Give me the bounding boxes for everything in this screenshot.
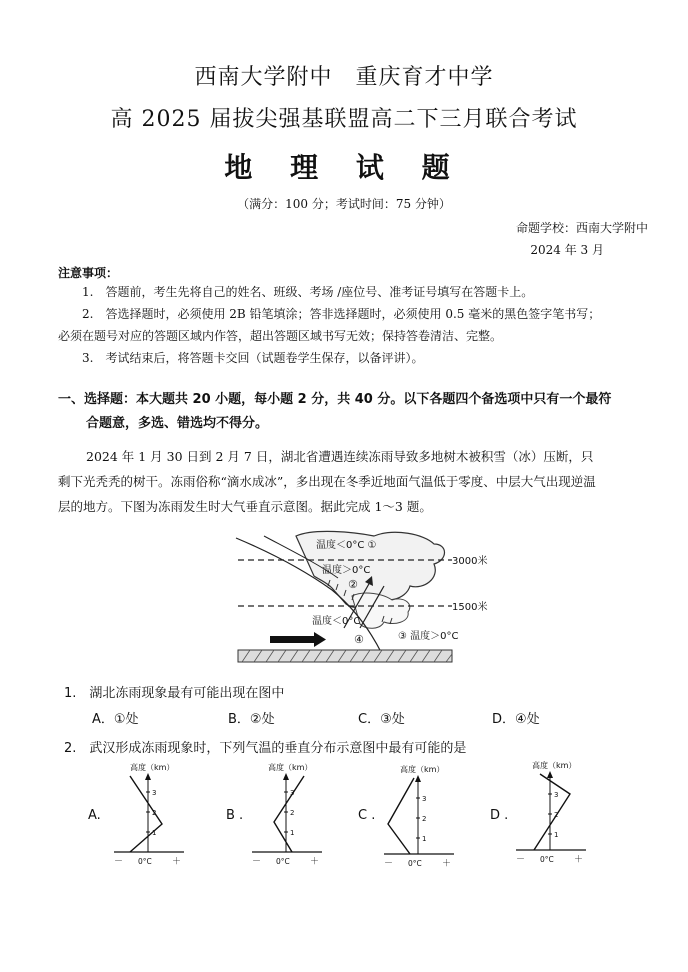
exam-title: 高 2025 届拔尖强基联盟高二下三月联合考试 [110, 107, 578, 132]
y-label: 高度（km） [130, 763, 175, 772]
x-plus: ＋ [172, 857, 182, 867]
tick-3: 3 [152, 789, 157, 797]
subject-title: 地 理 试 题 [224, 151, 464, 184]
tick-2: 2 [290, 809, 295, 817]
q1-option-b[interactable]: B．②处 [228, 712, 275, 727]
freezing-rain-diagram [234, 530, 494, 664]
q2-option-a-letter[interactable]: A. [88, 808, 101, 823]
temp-line [130, 776, 162, 852]
y-axis-arrow [145, 773, 151, 780]
passage-line-2: 剩下光秃秃的树干。冻雨俗称“滴水成冰”，多出现在冬季近地面气温低于零度、中层大气出现逆温 [58, 474, 596, 489]
question-1: 1. 湖北冻雨现象最有可能出现在图中 [64, 686, 285, 701]
notice-item: 2. 答选择题时，必须使用 2B 铅笔填涂；答非选择题时，必须使用 0.5 毫米的黑色签字笔书写； [82, 307, 601, 321]
label-1500: 1500米 [452, 602, 488, 613]
x-plus: ＋ [442, 859, 452, 869]
q1-option-c[interactable]: C．③处 [358, 712, 405, 727]
x-plus: ＋ [574, 855, 584, 865]
x-zero: 0°C [276, 857, 290, 866]
x-minus: － [516, 855, 526, 865]
label-warm: 温度＞0°C [322, 565, 371, 576]
y-label: 高度（km） [532, 761, 577, 770]
passage-line-3: 层的地方。下图为冻雨发生时大气垂直示意图。据此完成 1～3 题。 [58, 499, 432, 514]
cold-air-arrow-body [270, 636, 314, 643]
label-3: ③ 温度＞0°C [398, 631, 459, 642]
y-label: 高度（km） [268, 763, 313, 772]
tick-2: 2 [554, 811, 559, 819]
q2-option-d-letter[interactable]: D . [490, 808, 509, 823]
temp-line [534, 774, 570, 850]
x-minus: － [384, 859, 394, 869]
tick-1: 1 [422, 835, 427, 843]
setter-school: 命题学校：西南大学附中 [515, 221, 648, 235]
q1-option-d[interactable]: D．④处 [492, 712, 540, 727]
score-time-line: （满分：100 分；考试时间：75 分钟） [237, 197, 451, 211]
x-zero: 0°C [540, 855, 554, 864]
tick-1: 1 [152, 829, 157, 837]
label-cold: 温度＜0°C [312, 616, 361, 627]
y-axis-arrow [283, 773, 289, 780]
section-line-2: 合题意，多选、错选均不得分。 [86, 416, 269, 431]
x-zero: 0°C [138, 857, 152, 866]
q2-option-b-letter[interactable]: B . [226, 808, 244, 823]
tick-3: 3 [290, 789, 295, 797]
exam-date: 2024 年 3 月 [530, 243, 604, 257]
x-minus: － [252, 857, 262, 867]
temp-profile-a[interactable] [108, 760, 190, 868]
temp-profile-d[interactable] [510, 758, 592, 866]
tick-1: 1 [554, 831, 559, 839]
section-heading [58, 388, 638, 436]
tick-2: 2 [152, 809, 157, 817]
y-axis-arrow [547, 771, 553, 778]
tick-2: 2 [422, 815, 427, 823]
school-names: 西南大学附中 重庆育才中学 [194, 65, 494, 90]
label-2: ② [348, 578, 358, 591]
x-minus: － [114, 857, 124, 867]
section-line-1: 一、选择题：本大题共 20 小题，每小题 2 分，共 40 分。以下各题四个备选项中只有一个最符 [58, 392, 612, 407]
temp-profile-b[interactable] [246, 760, 328, 868]
tick-1: 1 [290, 829, 295, 837]
notice-item: 3. 考试结束后，将答题卡交回（试题卷学生保存，以备评讲）。 [82, 351, 424, 365]
y-axis-arrow [415, 775, 421, 782]
q2-option-c-letter[interactable]: C . [358, 808, 376, 823]
x-zero: 0°C [408, 859, 422, 868]
question-2: 2. 武汉形成冻雨现象时，下列气温的垂直分布示意图中最有可能的是 [64, 741, 467, 756]
tick-3: 3 [554, 791, 559, 799]
y-label: 高度（km） [400, 765, 445, 774]
tick-3: 3 [422, 795, 427, 803]
q1-option-a[interactable]: A．①处 [92, 712, 139, 727]
notice-heading: 注意事项： [58, 266, 119, 280]
label-4: ④ [354, 633, 364, 646]
label-top: 温度＜0°C ① [316, 540, 377, 551]
x-plus: ＋ [310, 857, 320, 867]
notice-item: 1. 答题前，考生先将自己的姓名、班级、考场 /座位号、准考证号填写在答题卡上。 [82, 285, 534, 299]
temp-line [274, 776, 304, 852]
label-3000: 3000米 [452, 556, 488, 567]
temp-profile-c[interactable] [378, 762, 460, 870]
cold-air-arrow-head [314, 632, 326, 647]
passage-line-1: 2024 年 1 月 30 日到 2 月 7 日，湖北省遭遇连续冻雨导致多地树木被积雪（冰）压断，只 [86, 449, 594, 464]
notice-item: 必须在题号对应的答题区域内作答，超出答题区域书写无效；保持答卷清洁、完整。 [58, 329, 503, 343]
temp-line [388, 778, 414, 854]
